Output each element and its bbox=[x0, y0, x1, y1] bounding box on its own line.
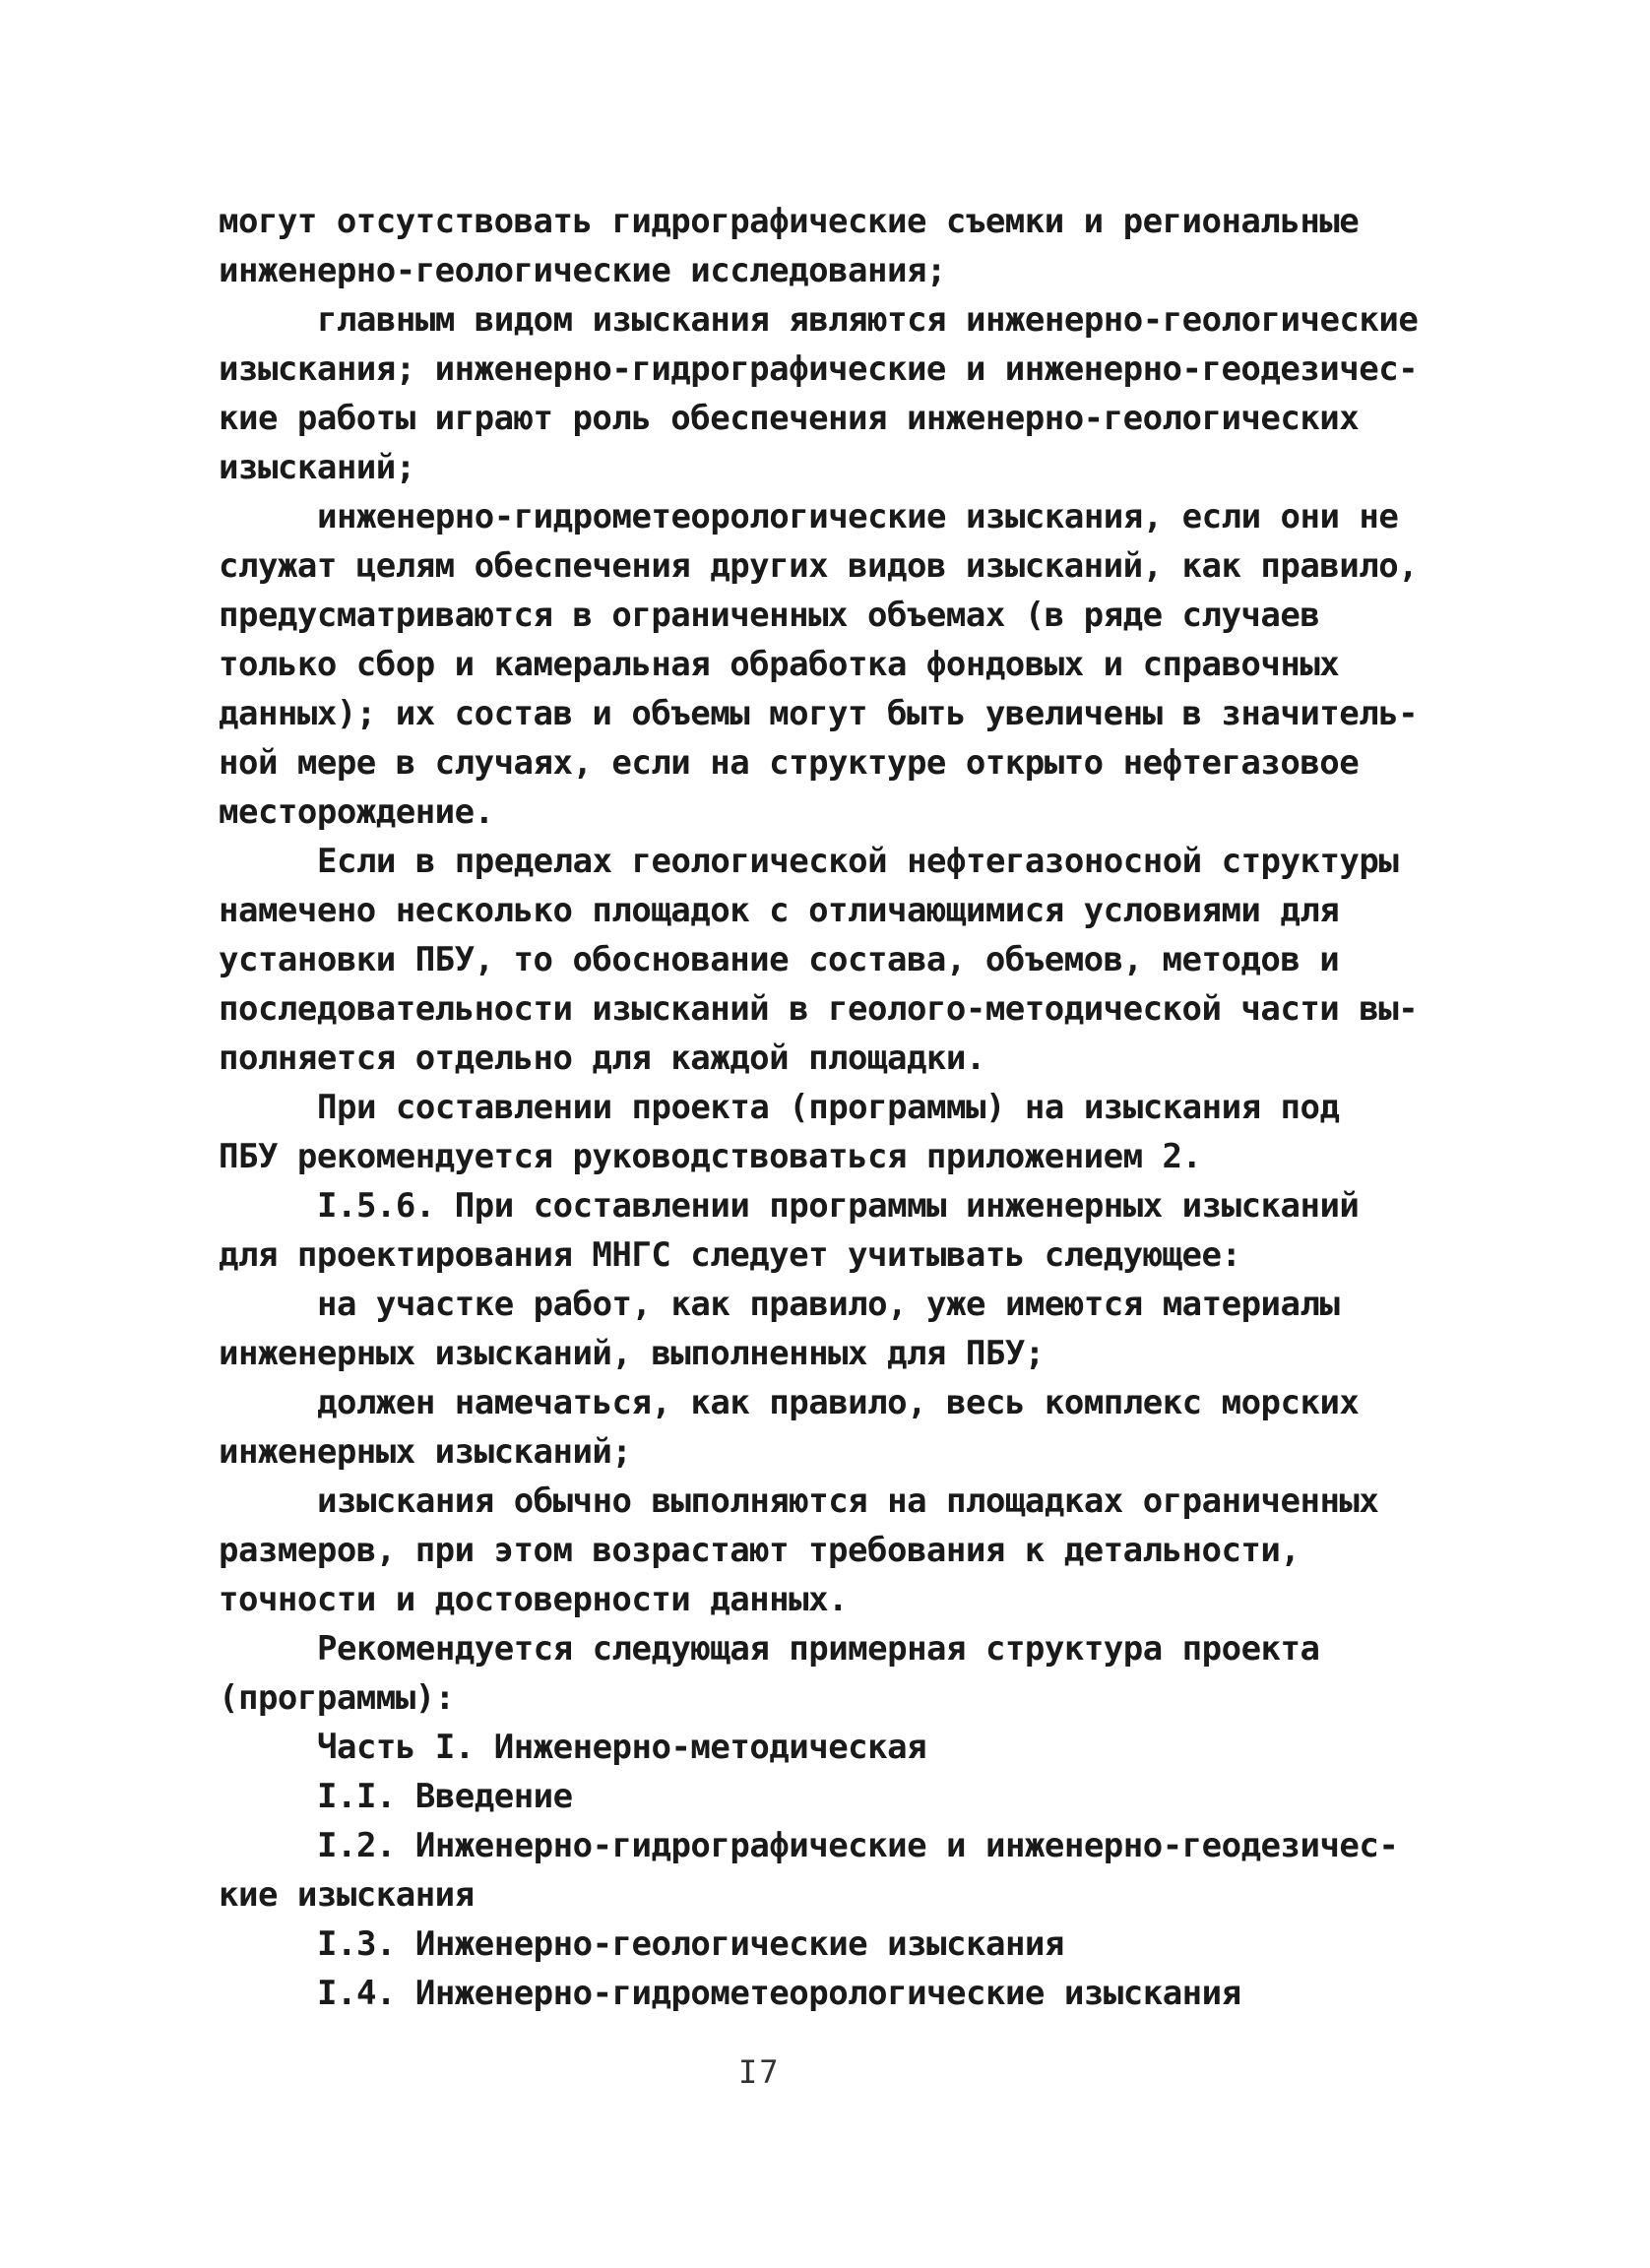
page-number: I7 bbox=[738, 2053, 781, 2091]
text-line: могут отсутствовать гидрографические съемки и региональные bbox=[219, 202, 1360, 241]
text-line: установки ПБУ, то обоснование состава, объемов, методов и bbox=[219, 940, 1340, 979]
text-line: предусматриваются в ограниченных объемах (в ряде случаев bbox=[219, 596, 1320, 635]
text-line: При составлении проекта (программы) на изыскания под bbox=[317, 1088, 1340, 1127]
text-line: полняется отдельно для каждой площадки. bbox=[219, 1039, 985, 1078]
text-line: точности и достоверности данных. bbox=[219, 1580, 849, 1619]
text-line: изыскания обычно выполняются на площадках ограниченных bbox=[317, 1481, 1379, 1521]
text-line: на участке работ, как правило, уже имеются материалы bbox=[317, 1285, 1340, 1324]
text-line: изысканий; bbox=[219, 448, 415, 487]
text-line: инженерных изысканий, выполненных для ПБУ; bbox=[219, 1334, 1045, 1373]
text-line: Часть I. Инженерно-методическая bbox=[317, 1728, 927, 1767]
text-line: I.5.6. При составлении программы инженерных изысканий bbox=[317, 1186, 1360, 1226]
text-line: последовательности изысканий в геолого-методической части вы- bbox=[219, 989, 1419, 1029]
text-line: размеров, при этом возрастают требования к детальности, bbox=[219, 1531, 1301, 1570]
text-line: I.2. Инженерно-гидрографические и инженерно-геодезичес- bbox=[317, 1826, 1399, 1865]
text-line: I.I. Введение bbox=[317, 1777, 573, 1816]
text-line: I.4. Инженерно-гидрометеорологические изыскания bbox=[317, 1974, 1241, 2013]
text-line: только сбор и камеральная обработка фондовых и справочных bbox=[219, 645, 1340, 684]
text-line: месторождение. bbox=[219, 792, 494, 832]
text-line: Рекомендуется следующая примерная структура проекта bbox=[317, 1629, 1320, 1669]
text-line: инженерно-гидрометеорологические изыскания, если они не bbox=[317, 497, 1399, 536]
text-line: должен намечаться, как правило, весь комплекс морских bbox=[317, 1383, 1360, 1422]
text-line: I.3. Инженерно-геологические изыскания bbox=[317, 1924, 1064, 1964]
text-line: Если в пределах геологической нефтегазоносной структуры bbox=[317, 842, 1399, 881]
text-line: главным видом изыскания являются инженерно-геологические bbox=[317, 300, 1419, 340]
text-line: инженерно-геологические исследования; bbox=[219, 251, 946, 290]
text-line: изыскания; инженерно-гидрографические и инженерно-геодезичес- bbox=[219, 349, 1419, 389]
text-line: данных); их состав и объемы могут быть увеличены в значитель- bbox=[219, 694, 1419, 733]
text-line: (программы): bbox=[219, 1678, 455, 1718]
text-line: ПБУ рекомендуется руководствоваться приложением 2. bbox=[219, 1137, 1202, 1176]
text-line: кие изыскания bbox=[219, 1875, 475, 1915]
text-line: кие работы играют роль обеспечения инженерно-геологических bbox=[219, 399, 1360, 438]
text-line: намечено несколько площадок с отличающимися условиями для bbox=[219, 891, 1340, 930]
text-line: служат целям обеспечения других видов изысканий, как правило, bbox=[219, 546, 1419, 586]
text-line: инженерных изысканий; bbox=[219, 1432, 632, 1472]
text-line: для проектирования МНГС следует учитывать следующее: bbox=[219, 1235, 1241, 1275]
text-line: ной мере в случаях, если на структуре открыто нефтегазовое bbox=[219, 743, 1360, 783]
